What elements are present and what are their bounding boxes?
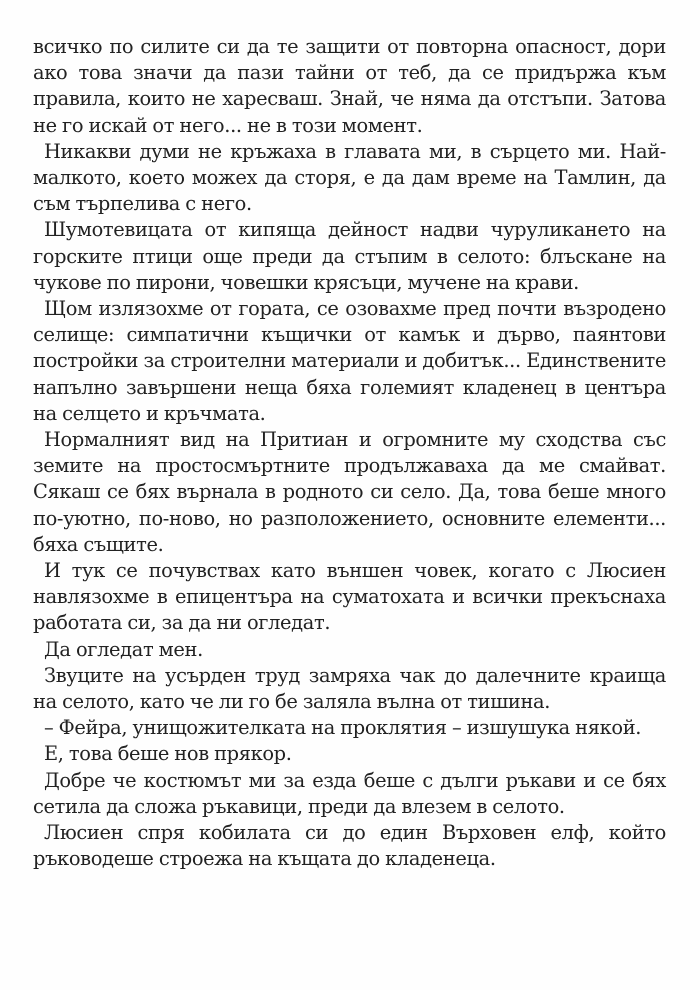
page-text [33,34,666,873]
dialogue-paragraph: – Фейра, унищожителката на проклятия – изшушука някой. [44,716,642,740]
paragraph: Шумотевицата от кипяща дейност надви чуруликането на горските птици още преди да стъпим в селото: блъскане на чукове по пирони, човешки крясъци, мучене на крави. [33,218,666,294]
paragraph: Звуците на усърден труд замряха чак до далечните краища на селото, като че ли го бе заляла вълна от тишина. [33,663,666,714]
paragraph: Щом излязохме от гората, се озовахме пред почти възродено селище: симпатични къщички от камък и дърво, паянтови постройки за строителни материали и добитък... Единствените напълно завършени неща бяха големият кладенец в центъра на селцето и кръчмата. [33,297,666,425]
paragraph: Люсиен спря кобилата си до един Върховен елф, който ръководеше строежа на къщата до кладенеца. [33,821,666,871]
paragraph: Добре че костюмът ми за езда беше с дълги ръкави и се бях сетила да сложа ръкавици, преди да влезем в селото. [33,768,666,818]
paragraph: Е, това беше нов прякор. [44,742,292,766]
paragraph: Нормалният вид на Притиан и огромните му сходства със земите на простосмъртните продължаваха да ме смайват. Сякаш се бях върнала в родното си село. Да, това беше много по-уютно, по-ново, но разположението, основните елементи... бяха същите. [33,428,666,556]
paragraph: Да огледат мен. [44,637,203,661]
paragraph: Никакви думи не кръжаха в главата ми, в сърцето ми. Най-малкото, което можех да сторя, е да дам време на Тамлин, да съм търпелива с него. [33,139,666,216]
paragraph: всичко по силите си да те защити от повторна опасност, дори ако това значи да пази тайни от теб, да се придържа към правила, които не харесваш. Знай, че няма да отстъпи. Затова не го искай от него... не в този момент. [33,35,666,137]
paragraph: И тук се почувствах като външен човек, когато с Люсиен навлязохме в епицентъра на суматохата и всички прекъснаха работата си, за да ни огледат. [33,559,666,635]
